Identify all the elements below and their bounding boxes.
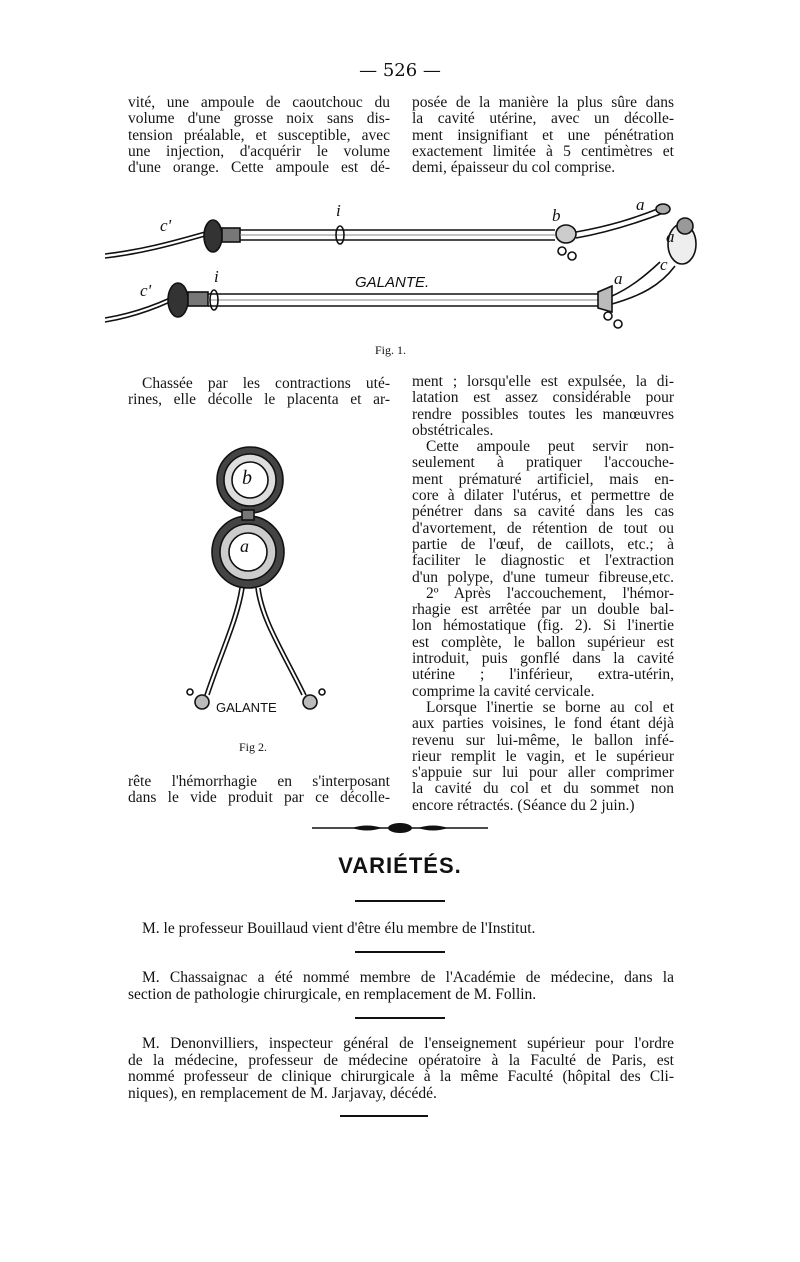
text-line: obstétricales.: [412, 421, 494, 439]
text-line: 2º Après l'accouchement, l'hémor-: [426, 584, 674, 602]
fig1-brand: GALANTE.: [355, 274, 430, 291]
fig1-label-a-right: a: [666, 227, 675, 246]
fig2-label-b: b: [242, 467, 252, 489]
text-line: core à dilater l'utérus, et permettre de: [412, 487, 674, 505]
text-line: M. le professeur Bouillaud vient d'être élu membre de l'Institut.: [142, 920, 536, 937]
text-line: Chassée par les contractions uté-: [142, 375, 390, 392]
text-line: exactement limitée à 5 centimètres et: [412, 142, 674, 160]
text-line: lon hémostatique (fig. 2). Si l'inertie: [412, 617, 674, 635]
fig1-label-a-upper: a: [636, 196, 645, 214]
top-right-column: [412, 95, 674, 176]
text-line: s'appuie sur lui pour aller comprimer: [412, 764, 674, 782]
fig2-label-a: a: [240, 536, 249, 556]
text-line: rines, elle décolle le placenta et ar-: [128, 391, 390, 409]
text-line: Lorsque l'inertie se borne au col et: [426, 698, 674, 716]
text-line: tension préalable, et susceptible, avec: [128, 126, 390, 144]
text-line: la cavité du col et du sommet non: [412, 780, 674, 798]
text-line: section de pathologie chirurgicale, en remplacement de M. Follin.: [128, 985, 537, 1003]
fig1-label-i-upper: i: [336, 201, 341, 220]
text-line: ment prématuré artificiel, mais en-: [412, 470, 674, 488]
text-line: de la médecine, professeur de médecine opératoire à la Faculté de Paris, est: [128, 1051, 674, 1069]
text-line: rendre possibles toutes les manœuvres: [412, 405, 674, 423]
text-line: est complète, le ballon supérieur est: [412, 633, 674, 651]
fig1-label-i-lower: i: [214, 267, 219, 286]
text-line: latation est assez considérable pour: [412, 389, 674, 407]
left-column-upper: [128, 376, 390, 409]
figure-1-caption: Fig. 1.: [375, 343, 407, 357]
text-line: revenu sur lui-même, le ballon infé-: [412, 731, 674, 749]
text-line: ment insignifiant et une pénétration: [412, 126, 674, 144]
text-line: d'un polype, d'une tumeur fibreuse,etc.: [412, 568, 674, 586]
text-line: utérine ; l'inférieur, extra-utérin,: [412, 666, 674, 684]
figure-2-illustration: [180, 440, 340, 740]
text-line: introduit, puis gonflé dans la cavité: [412, 650, 674, 668]
fig1-label-c-prime-upper: c': [160, 216, 172, 235]
divider: [355, 951, 445, 953]
fig2-brand: GALANTE: [216, 700, 277, 715]
text-line: seulement à pratiquer l'accouche-: [412, 454, 674, 472]
text-line: d'avortement, de rétention de tout ou: [412, 519, 674, 537]
divider: [355, 900, 445, 902]
fig1-label-b: b: [552, 206, 561, 225]
news-item-3: [128, 1036, 674, 1102]
text-line: demi, épaisseur du col comprise.: [412, 159, 616, 177]
text-line: vité, une ampoule de caoutchouc du: [128, 94, 390, 111]
text-line: faciliter le diagnostic et l'extraction: [412, 552, 674, 570]
text-line: rhagie est arrêtée par un double bal-: [412, 601, 674, 619]
text-line: pénétrer dans sa cavité dans les cas: [412, 503, 674, 521]
text-line: Cette ampoule peut servir non-: [426, 438, 674, 456]
news-item-1: [128, 921, 674, 938]
text-line: une injection, d'acquérir le volume: [128, 142, 390, 160]
section-title: VARIÉTÉS.: [338, 853, 462, 878]
text-line: M. Chassaignac a été nommé membre de l'Académie de médecine, dans la: [142, 969, 674, 986]
fig1-label-c-prime-lower: c': [140, 281, 152, 300]
figure-2-caption: Fig 2.: [239, 740, 268, 754]
text-line: partie de l'œuf, de caillots, etc.; à: [412, 535, 674, 553]
right-column: [412, 374, 674, 814]
page-number: — 526 —: [359, 60, 441, 81]
text-line: volume d'une grosse noix sans dis-: [128, 110, 390, 128]
divider: [355, 1017, 445, 1019]
divider: [340, 1115, 428, 1117]
text-line: d'une orange. Cette ampoule est dé-: [128, 159, 390, 177]
text-line: comprime la cavité cervicale.: [412, 682, 595, 700]
left-column-lower: [128, 774, 390, 807]
fig1-label-a-middle: a: [614, 269, 623, 288]
text-line: M. Denonvilliers, inspecteur général de l'enseignement supérieur pour l'ordre: [142, 1035, 674, 1052]
top-left-column: [128, 95, 390, 176]
text-line: rête l'hémorrhagie en s'interposant: [128, 773, 390, 790]
text-line: aux parties voisines, le fond étant déjà: [412, 715, 674, 733]
text-line: dans le vide produit par ce décolle-: [128, 789, 390, 807]
text-line: posée de la manière la plus sûre dans: [412, 94, 674, 111]
figure-1-illustration: [100, 196, 710, 340]
text-line: rieur remplit le vagin, et le supérieur: [412, 747, 674, 765]
text-line: ment ; lorsqu'elle est expulsée, la di-: [412, 373, 674, 390]
text-line: nommé professeur de clinique chirurgicale à la même Faculté (hôpital des Cli-: [128, 1068, 674, 1085]
text-line: niques), en remplacement de M. Jarjavay, décédé.: [128, 1084, 437, 1102]
news-item-2: [128, 970, 674, 1003]
text-line: encore rétractés. (Séance du 2 juin.): [412, 796, 635, 814]
section-ornament: [312, 822, 488, 834]
text-line: la cavité utérine, avec un décolle-: [412, 110, 674, 128]
fig1-label-c: c: [660, 255, 668, 274]
